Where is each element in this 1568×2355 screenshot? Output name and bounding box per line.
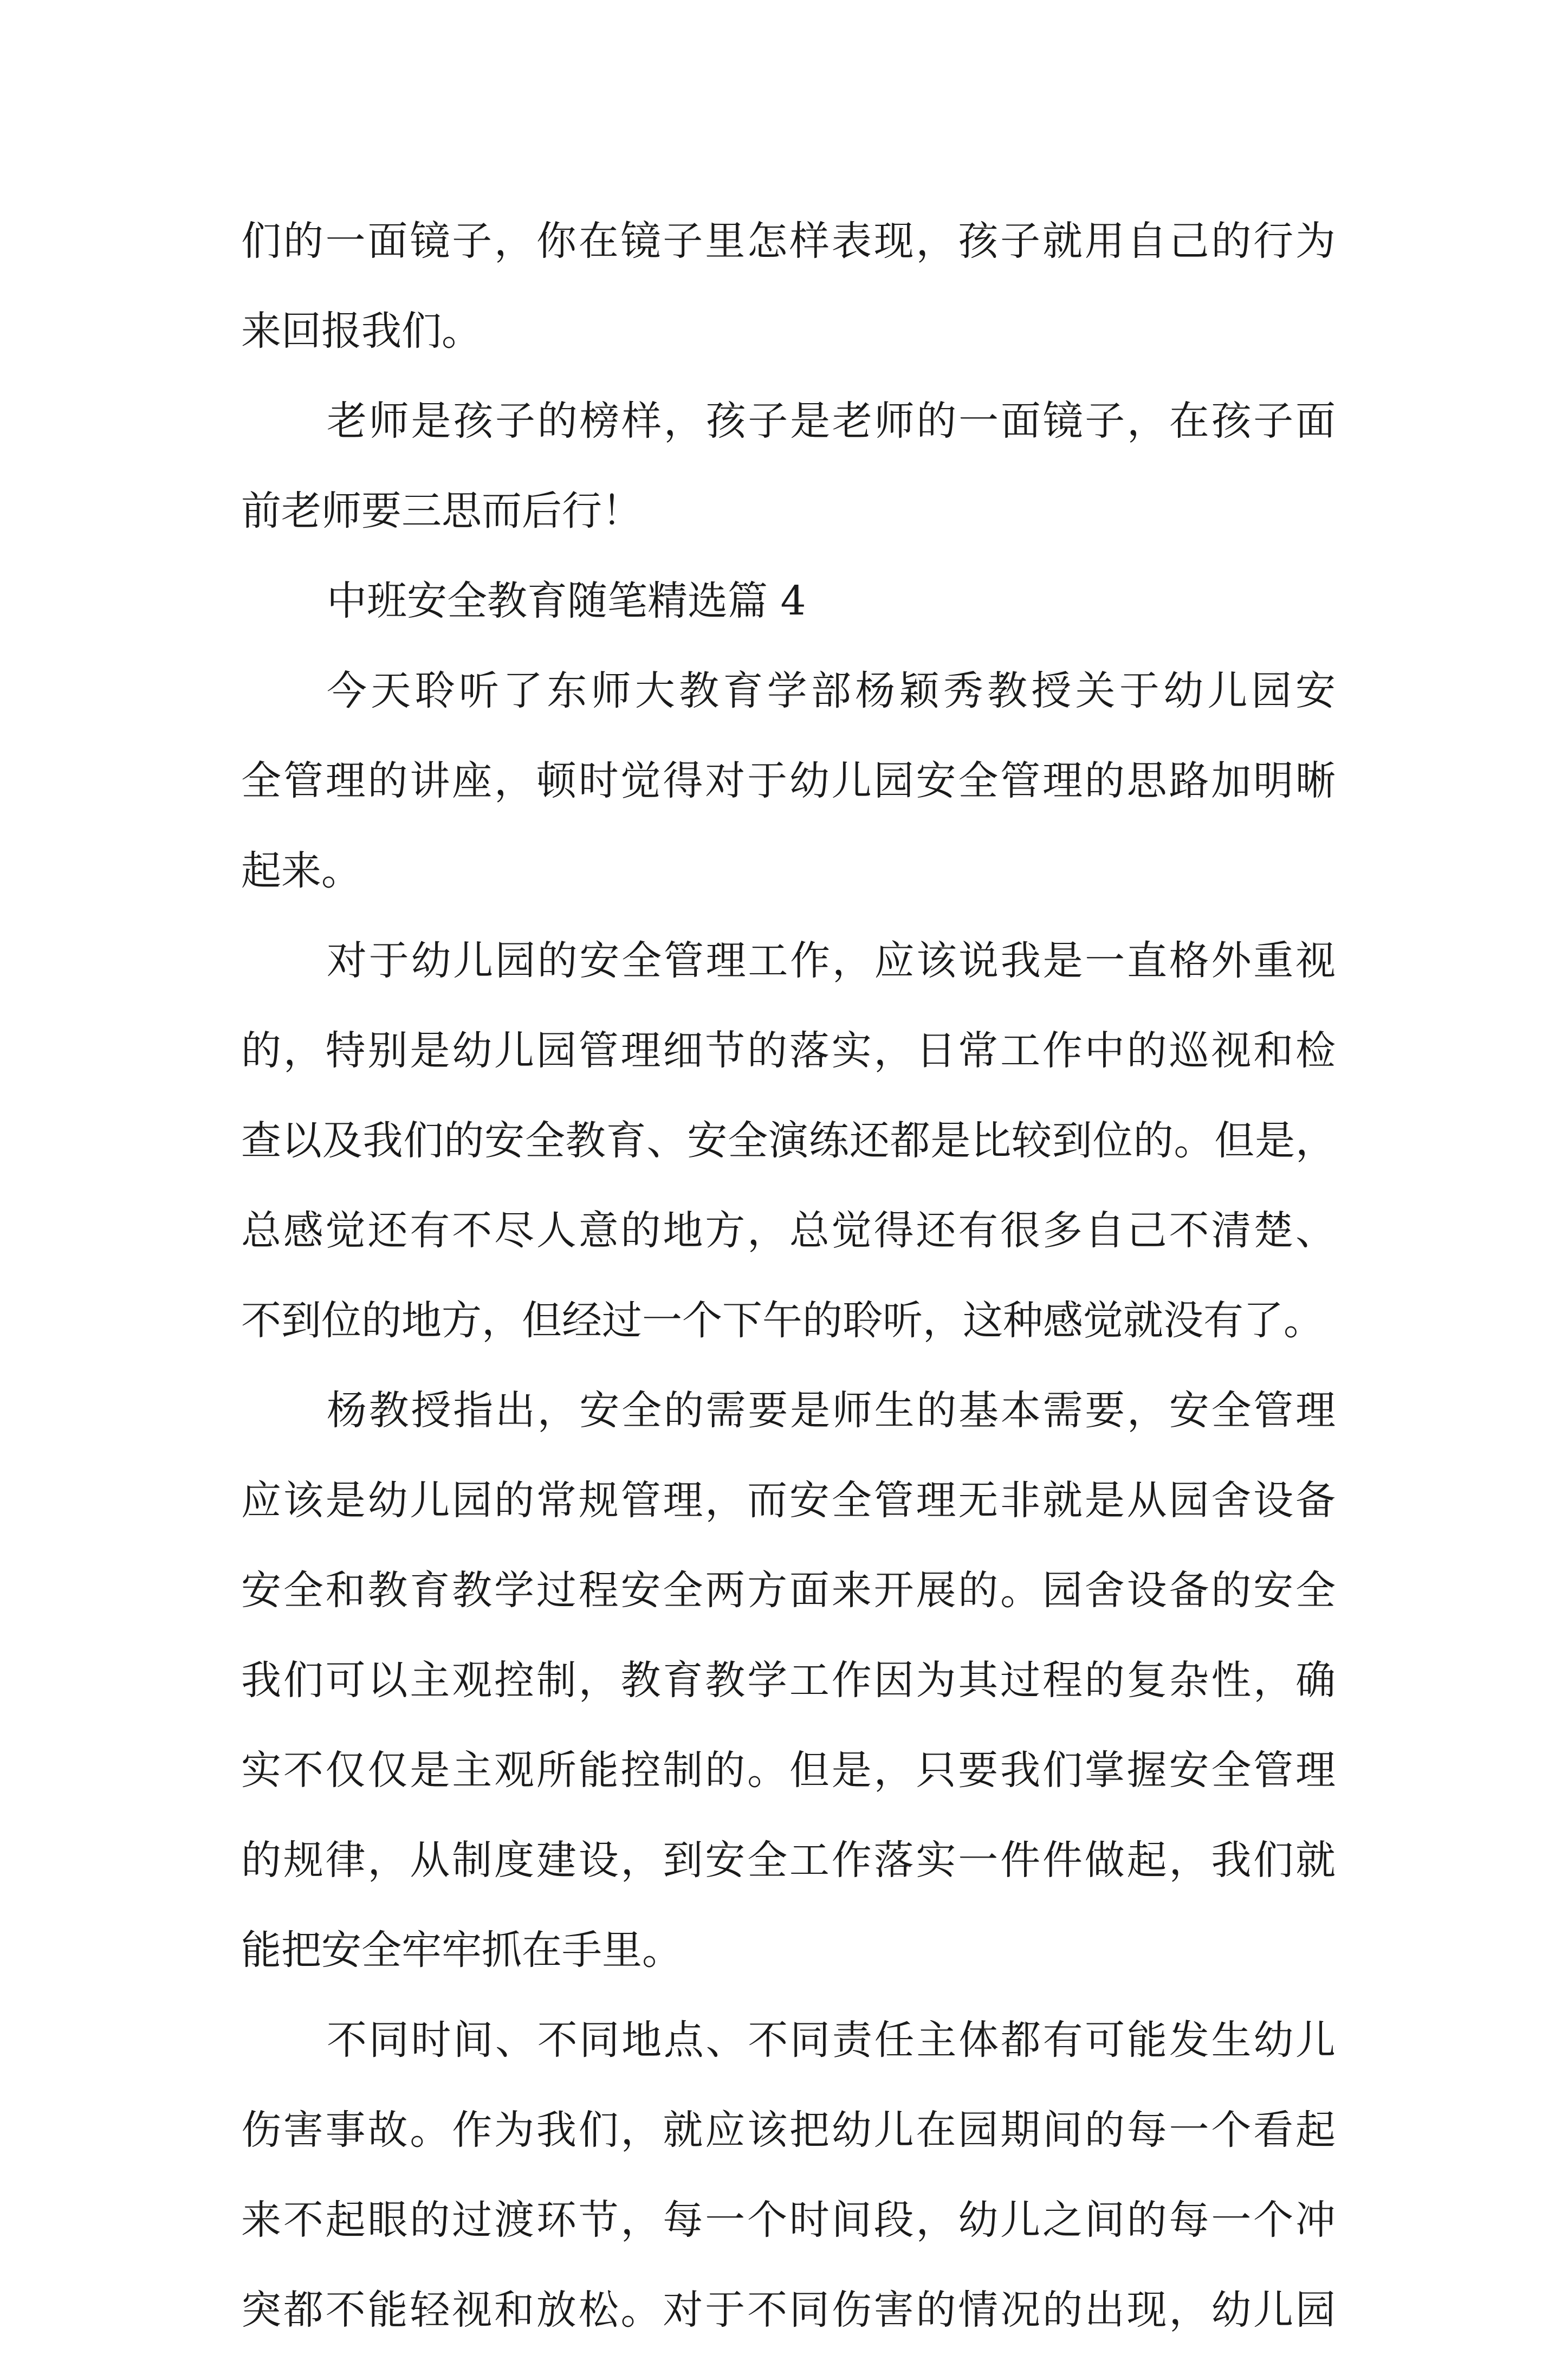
text-line: 不同时间、不同地点、不同责任主体都有可能发生幼儿 — [327, 2017, 1336, 2063]
text-line: 来不起眼的过渡环节，每一个时间段，幼儿之间的每一个冲 — [241, 2197, 1336, 2243]
text-line: 查以及我们的安全教育、安全演练还都是比较到位的。但是， — [241, 1117, 1336, 1164]
text-line: 我们可以主观控制，教育教学工作因为其过程的复杂性，确 — [241, 1657, 1336, 1704]
text-line: 实不仅仅是主观所能控制的。但是，只要我们掌握安全管理 — [241, 1747, 1336, 1794]
text-line: 全管理的讲座，顿时觉得对于幼儿园安全管理的思路加明晰 — [241, 758, 1336, 804]
text-line: 突都不能轻视和放松。对于不同伤害的情况的出现，幼儿园 — [241, 2287, 1336, 2333]
text-line: 伤害事故。作为我们，就应该把幼儿在园期间的每一个看起 — [241, 2107, 1336, 2153]
text-line: 起来。 — [241, 847, 361, 894]
text-line: 来回报我们。 — [241, 308, 482, 354]
text-line: 应该是幼儿园的常规管理，而安全管理无非就是从园舍设备 — [241, 1477, 1336, 1524]
text-line: 总感觉还有不尽人意的地方，总觉得还有很多自己不清楚、 — [241, 1207, 1336, 1254]
text-line: 今天聆听了东师大教育学部杨颖秀教授关于幼儿园安 — [327, 668, 1336, 714]
text-line: 的规律，从制度建设，到安全工作落实一件件做起，我们就 — [241, 1837, 1336, 1884]
document-body — [241, 196, 1336, 2355]
text-line: 前老师要三思而后行！ — [241, 488, 642, 534]
text-line: 们的一面镜子，你在镜子里怎样表现，孩子就用自己的行为 — [241, 218, 1336, 264]
text-line: 的，特别是幼儿园管理细节的落实，日常工作中的巡视和检 — [241, 1027, 1336, 1074]
text-line: 安全和教育教学过程安全两方面来开展的。园舍设备的安全 — [241, 1567, 1336, 1614]
text-line: 能把安全牢牢抓在手里。 — [241, 1927, 682, 1974]
text-line: 老师是孩子的榜样，孩子是老师的一面镜子，在孩子面 — [327, 398, 1336, 444]
text-line: 对于幼儿园的安全管理工作，应该说我是一直格外重视 — [327, 937, 1336, 984]
text-line: 不到位的地方，但经过一个下午的聆听，这种感觉就没有了。 — [241, 1297, 1324, 1344]
text-line: 杨教授指出，安全的需要是师生的基本需要，安全管理 — [327, 1387, 1336, 1434]
section-heading: 中班安全教育随笔精选篇 4 — [327, 578, 806, 624]
